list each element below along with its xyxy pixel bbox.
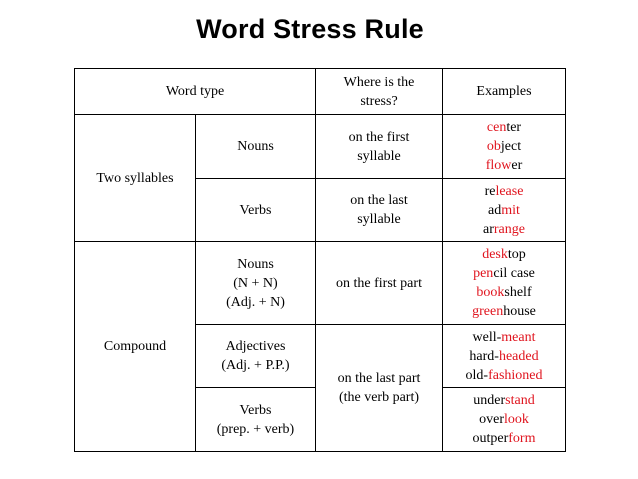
examples-verbs: [443, 179, 565, 241]
header-where-stress: [316, 69, 442, 114]
examples-compound-nouns: [443, 242, 565, 324]
example-word: object: [486, 139, 522, 154]
page-title: Word Stress Rule: [196, 14, 424, 44]
table-border-right: [565, 68, 566, 452]
header-word-type: Word type: [165, 84, 225, 99]
type-compound-verbs: Verbs (prep. + verb): [216, 402, 295, 437]
where-compound-last-part: on the last part (the verb part): [337, 371, 421, 405]
header-where-line-2: stress?: [360, 93, 398, 109]
header-where-line-1: Where is the: [343, 74, 415, 90]
example-word: greenhouse: [472, 304, 536, 319]
group-two-syllables: Two syllables: [96, 170, 174, 186]
type-nouns: Nouns: [237, 139, 274, 154]
where-compound-nouns: on the first part: [336, 275, 422, 291]
example-word: flower: [485, 158, 523, 173]
where-nouns: on the first syllable: [348, 129, 410, 164]
example-word: arrange: [483, 221, 525, 237]
example-word: overlook: [479, 412, 529, 427]
examples-nouns: [443, 115, 565, 178]
example-word: center: [486, 120, 522, 135]
examples-compound-verbs: [443, 388, 565, 451]
example-word: bookshelf: [476, 285, 532, 300]
table-border-bottom: [74, 451, 566, 452]
example-word: understand: [473, 393, 535, 408]
where-verbs: on the last syllable: [350, 193, 408, 227]
example-word: admit: [488, 202, 520, 218]
example-word: pencil case: [473, 266, 535, 281]
example-word: desktop: [482, 247, 526, 262]
example-word: old-fashioned: [465, 367, 543, 383]
group-compound: Compound: [103, 339, 167, 354]
header-examples: Examples: [476, 84, 532, 99]
example-word: release: [484, 183, 524, 199]
type-compound-nouns: Nouns (N + N) (Adj. + N): [226, 256, 285, 310]
example-word: outperform: [472, 431, 536, 446]
example-word: hard-headed: [469, 348, 539, 364]
example-word: well-meant: [472, 329, 536, 345]
type-compound-adjectives: Adjectives (Adj. + P.P.): [221, 339, 290, 373]
examples-compound-adjectives: [443, 325, 565, 387]
type-verbs: Verbs: [239, 202, 272, 218]
